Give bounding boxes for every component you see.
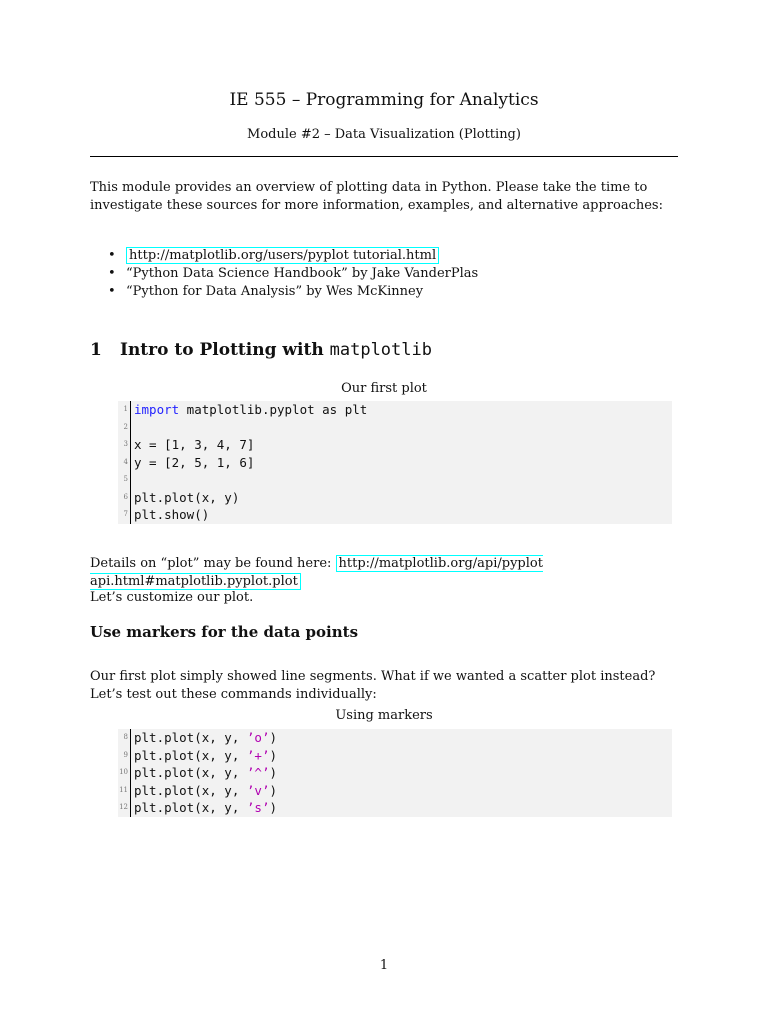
code-text: ): [269, 765, 277, 780]
line-number: 1: [123, 405, 128, 413]
code-line: [118, 489, 672, 507]
line-number-rule: [130, 506, 131, 524]
section-title: Intro to Plotting with: [120, 340, 330, 360]
list-item: [108, 247, 478, 265]
code-text: ): [269, 747, 277, 763]
line-number: 3: [123, 440, 128, 448]
code-text: ): [269, 730, 277, 745]
line-number-rule: [130, 454, 131, 472]
line-number: 4: [123, 457, 128, 466]
code-text: plt.show(): [134, 507, 210, 522]
intro-paragraph: This module provides an overview of plotting data in Python. Please take the time to investigate these sources for more information, examples, and alternative approaches:: [90, 180, 663, 213]
code-line: [118, 506, 672, 524]
code-keyword: import: [134, 402, 180, 417]
code-line: [118, 782, 672, 800]
line-number: 2: [123, 422, 128, 431]
section-code-word: matplotlib: [329, 340, 432, 360]
code-text: ): [269, 800, 277, 815]
document-subtitle: Module #2 – Data Visualization (Plotting): [247, 127, 521, 142]
code-string: ’+’: [246, 747, 270, 763]
details-link[interactable]: http://matplotlib.org/api/pyplot api.html#matplotlib.pyplot.plot: [90, 556, 543, 589]
resource-link[interactable]: http://matplotlib.org/users/pyplot tutorial.html: [126, 247, 439, 264]
line-number: 6: [123, 492, 128, 501]
document-title: IE 555 – Programming for Analytics: [229, 90, 539, 110]
code-text: plt.plot(x, y,: [134, 730, 247, 745]
code-line: [118, 764, 672, 782]
resource-list: [108, 247, 478, 301]
code-text: plt.plot(x, y,: [134, 765, 247, 780]
line-number: 7: [123, 510, 128, 518]
details-text: Details on “plot” may be found here:: [90, 556, 336, 571]
code-line: [118, 729, 672, 747]
subsection-heading: Use markers for the data points: [90, 623, 359, 641]
section-number: 1: [90, 340, 102, 360]
list-item: [108, 265, 478, 283]
line-number-rule: [130, 782, 131, 800]
code-line: [118, 401, 672, 419]
line-number-rule: [130, 436, 131, 454]
code-line: [118, 419, 672, 437]
code-line: [118, 747, 672, 765]
listing-caption: Using markers: [335, 708, 433, 723]
code-text: ): [269, 782, 277, 798]
line-number-rule: [130, 747, 131, 765]
code-string: ’s’: [246, 800, 270, 815]
listing-caption: Our first plot: [341, 381, 427, 396]
markers-paragraph: Our first plot simply showed line segments. What if we wanted a scatter plot instead? Let’s test out these commands individually:: [90, 669, 656, 702]
line-number-rule: [130, 419, 131, 437]
code-listing: [118, 401, 672, 524]
line-number-rule: [130, 489, 131, 507]
line-number-rule: [130, 729, 131, 747]
code-string: ’v’: [246, 782, 270, 798]
line-number: 10: [119, 768, 128, 776]
details-paragraph: [90, 555, 678, 591]
code-text: matplotlib.pyplot as plt: [179, 402, 368, 417]
resource-text: “Python for Data Analysis” by Wes McKinney: [126, 284, 424, 299]
code-text: plt.plot(x, y): [134, 489, 240, 505]
page-number: 1: [379, 958, 389, 973]
code-text: plt.plot(x, y,: [134, 747, 247, 763]
resource-text: “Python Data Science Handbook” by Jake VanderPlas: [126, 266, 479, 281]
code-line: [118, 471, 672, 489]
section-heading: [90, 340, 432, 360]
line-number: 5: [123, 475, 128, 483]
line-number: 12: [119, 803, 128, 811]
line-number-rule: [130, 401, 131, 419]
title-rule: [90, 156, 678, 157]
line-number: 8: [123, 733, 128, 741]
bullet-icon: •: [108, 248, 116, 263]
code-text: plt.plot(x, y,: [134, 782, 247, 798]
code-listing: [118, 729, 672, 817]
line-number-rule: [130, 799, 131, 817]
list-item: [108, 283, 478, 301]
code-line: [118, 436, 672, 454]
code-text: plt.plot(x, y,: [134, 800, 247, 815]
code-string: ’^’: [246, 765, 270, 780]
code-line: [118, 454, 672, 472]
code-line: [118, 799, 672, 817]
bullet-icon: •: [108, 266, 116, 281]
line-number-rule: [130, 764, 131, 782]
code-text: y = [2, 5, 1, 6]: [134, 454, 255, 470]
line-number: 9: [123, 750, 128, 759]
code-text: x = [1, 3, 4, 7]: [134, 437, 255, 452]
line-number: 11: [119, 785, 128, 794]
customize-paragraph: Let’s customize our plot.: [90, 590, 254, 605]
bullet-icon: •: [108, 284, 116, 299]
code-string: ’o’: [246, 730, 270, 745]
line-number-rule: [130, 471, 131, 489]
